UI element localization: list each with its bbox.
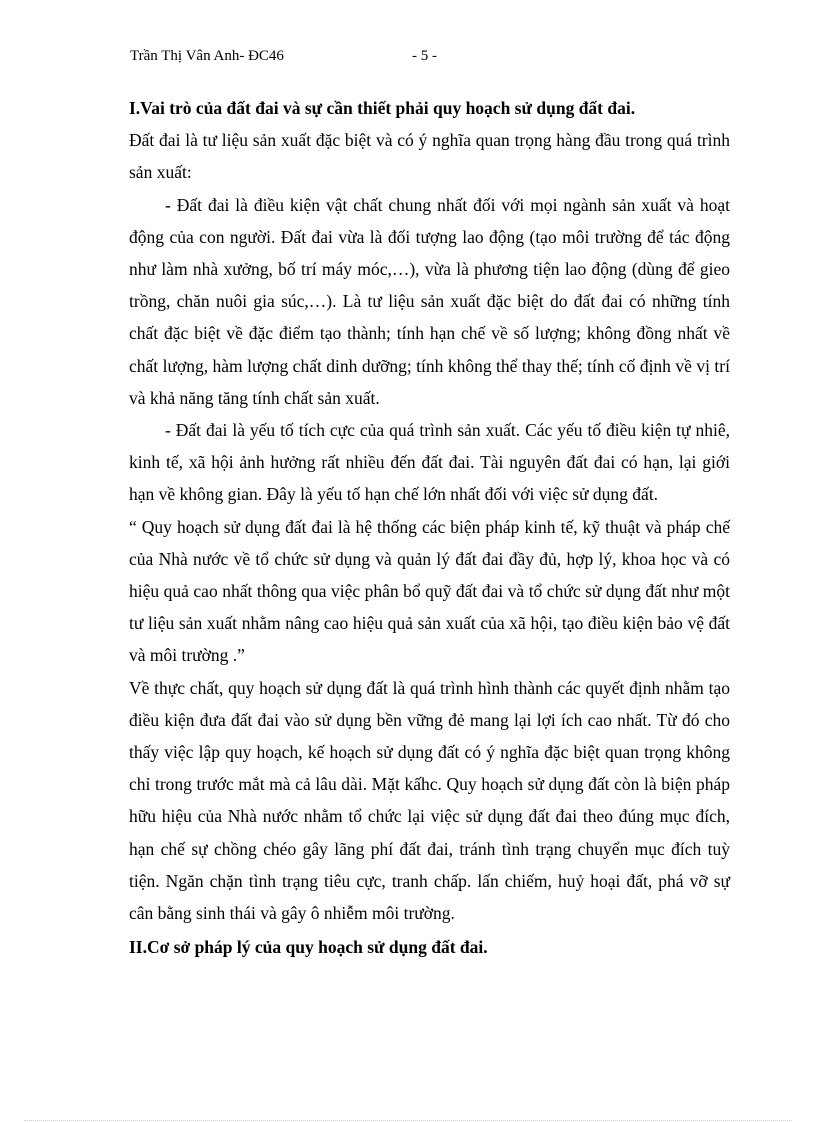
page-number: - 5 - xyxy=(412,48,437,64)
page-bottom-divider xyxy=(24,1120,792,1121)
bullet-paragraph-2: - Đất đai là yếu tố tích cực của quá trình sản xuất. Các yếu tố điều kiện tự nhiê, kinh tế, xã hội ảnh hưởng rất nhiều đến đất đai. Tài nguyên đất đai có hạn, lại giới hạn về không gian. Đây là yếu tố hạn chế lớn nhất đối với việc sử dụng đất. xyxy=(129,420,730,505)
document-body xyxy=(129,92,730,963)
page-header xyxy=(130,48,690,70)
section-1-intro: Đất đai là tư liệu sản xuất đặc biệt và có ý nghĩa quan trọng hàng đầu trong quá trình sản xuất: xyxy=(129,130,730,183)
section-2-heading: II.Cơ sở pháp lý của quy hoạch sử dụng đất đai. xyxy=(129,937,488,958)
header-author: Trần Thị Vân Anh- ĐC46 xyxy=(130,48,284,64)
definition-quote: “ Quy hoạch sử dụng đất đai là hệ thống các biện pháp kinh tế, kỹ thuật và pháp chế của Nhà nước về tổ chức sử dụng và quản lý đất đai đầy đủ, hợp lý, khoa học và có hiệu quả cao nhất thông qua việc phân bổ quỹ đất đai và tổ chức sử dụng đất như một tư liệu sản xuất nhằm nâng cao hiệu quả sản xuất của xã hội, tạo điều kiện bảo vệ đất và môi trường .” xyxy=(129,516,730,666)
bullet-paragraph-1: - Đất đai là điều kiện vật chất chung nhất đối với mọi ngành sản xuất và hoạt động của con người. Đất đai vừa là đối tượng lao động (tạo môi trường để tác động như làm nhà xưởng, bố trí máy móc,…), vừa là phương tiện lao động (dùng để gieo trồng, chăn nuôi gia súc,…). Là tư liệu sản xuất đặc biệt do đất đai có những tính chất đặc biệt về đặc điểm tạo thành; tính hạn chế về số lượng; không đồng nhất về chất lượng, hàm lượng chất dinh dưỡng; tính không thể thay thế; tính cố định về vị trí và khả năng tăng tính chất sản xuất. xyxy=(129,194,730,408)
essence-paragraph: Về thực chất, quy hoạch sử dụng đất là quá trình hình thành các quyết định nhằm tạo điều kiện đưa đất đai vào sử dụng bền vững đẻ mang lại lợi ích cao nhất. Từ đó cho thấy việc lập quy hoạch, kế hoạch sử dụng đất có ý nghĩa đặc biệt quan trọng không chỉ trong trước mắt mà cả lâu dài. Mặt kấhc. Quy hoạch sử dụng đất còn là biện pháp hữu hiệu của Nhà nước nhằm tổ chức lại việc sử dụng đất đai theo đúng mục đích, hạn chế sự chồng chéo gây lãng phí đất đai, tránh tình trạng chuyển mục đích tuỳ tiện. Ngăn chặn tình trạng tiêu cực, tranh chấp. lấn chiếm, huỷ hoại đất, phá vỡ sự cân bằng sinh thái và gây ô nhiễm môi trường. xyxy=(129,677,730,924)
section-1-heading: I.Vai trò của đất đai và sự cần thiết phải quy hoạch sử dụng đất đai. xyxy=(129,98,636,118)
